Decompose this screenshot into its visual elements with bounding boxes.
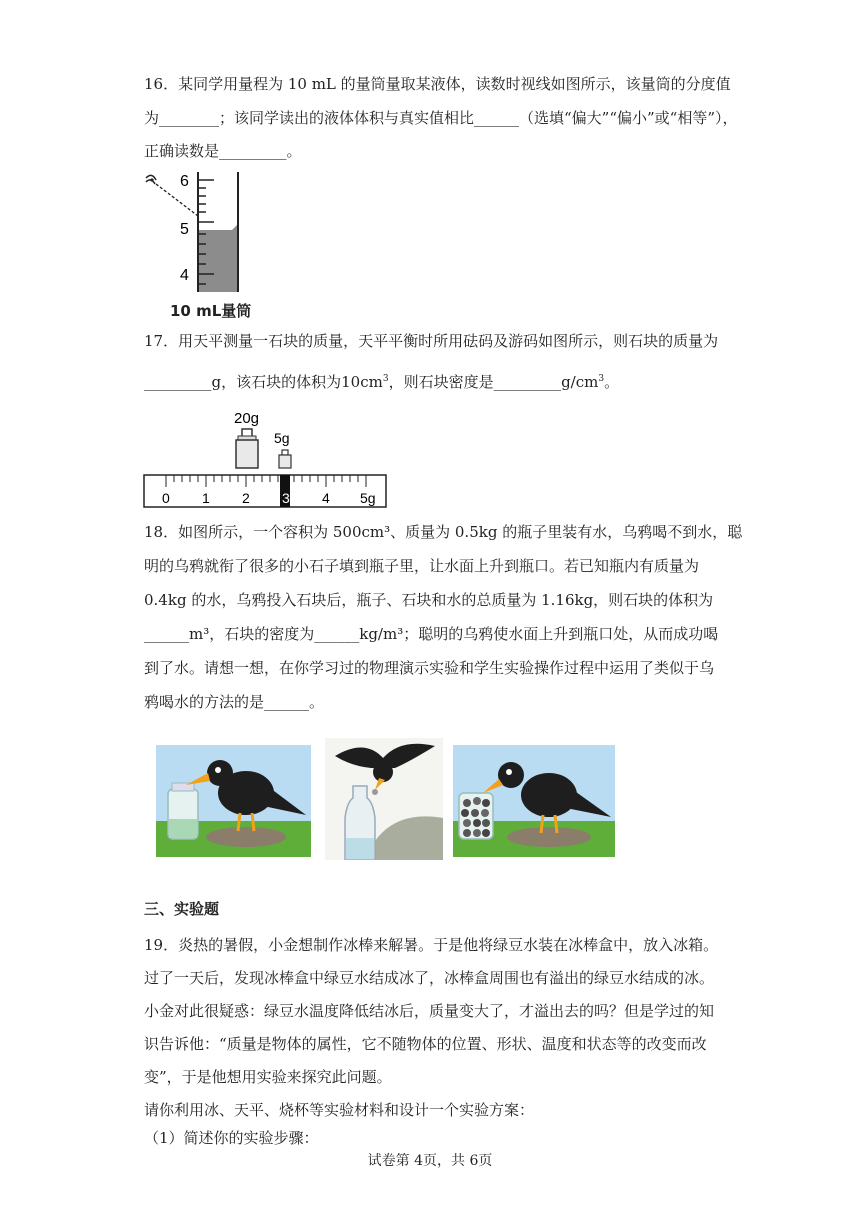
bottle-with-stones-icon [459,793,493,839]
q18-line-2: 明的乌鸦就衔了很多的小石子填到瓶子里，让水面上升到瓶口。若已知瓶内有质量为 [144,557,700,575]
q19-line-5: 变”，于是他想用实验来探究此问题。 [144,1068,392,1086]
crow-panel-2 [325,738,443,860]
q17-line-1: 17．用天平测量一石块的质量，天平平衡时所用砝码及游码如图所示，则石块的质量为 [144,332,719,350]
scale-label-5g: 5g [360,490,376,506]
weight-20g-icon [236,429,258,468]
q19-line-6: 请你利用冰、天平、烧杯等实验材料和设计一个实验方案： [144,1101,535,1119]
scale-label-4: 4 [322,490,330,506]
scale-label-0: 0 [162,490,170,506]
page-footer: 试卷第 4页，共 6页 [367,1153,493,1169]
weight-5g-icon [279,450,291,468]
balance-weights-figure [142,405,392,511]
tick-label-5: 5 [180,221,189,238]
q16-line-2: 为________；该同学读出的液体体积与真实值相比______（选填“偏大”“偏小”或“相等”）， [144,109,738,127]
scale-label-2: 2 [242,490,250,506]
weight-label-20g: 20g [234,410,260,427]
q18-line-3: 0.4kg 的水，乌鸦投入石块后，瓶子、石块和水的总质量为 1.16kg，则石块的体积为 [144,591,714,609]
q16-line-1: 16．某同学用量程为 10 mL 的量筒量取某液体，读数时视线如图所示，该量筒的分度值 [144,75,731,93]
sight-line [156,184,198,216]
tick-label-4: 4 [180,267,189,284]
graduated-cylinder-figure [140,168,270,324]
section-heading: 三、实验题 [144,900,220,918]
q16-line-3: 正确读数是_________。 [144,142,302,160]
balance-scale-diagram [142,405,392,511]
q18-line-1: 18．如图所示，一个容积为 500cm³、质量为 0.5kg 的瓶子里装有水，乌鸦喝不到水，聪 [144,523,743,541]
q18-line-4: ______m³，石块的密度为______kg/m³；聪明的乌鸦使水面上升到瓶口处，从而成功喝 [144,625,719,643]
crow-dropping-stone-illustration [325,738,443,860]
q19-line-2: 过了一天后，发现冰棒盒中绿豆水结成冰了，冰棒盒周围也有溢出的绿豆水结成的冰。 [144,969,715,987]
bottle-icon [168,783,198,839]
crow-panel-3 [453,745,615,857]
graduated-cylinder-diagram [140,168,270,298]
cylinder-caption: 10 mL量筒 [170,302,252,320]
scale-label-3: 3 [282,490,290,506]
weight-label-5g: 5g [274,430,290,446]
eye-icon [146,175,156,184]
crow-with-bottle-illustration [156,745,311,857]
crow-panel-1 [156,745,311,857]
q18-line-6: 鸦喝水的方法的是______。 [144,693,325,711]
q19-line-4: 识告诉他：“质量是物体的属性，它不随物体的位置、形状、温度和状态等的改变而改 [144,1035,707,1053]
q19-line-3: 小金对此很疑惑：绿豆水温度降低结冰后，质量变大了，才溢出去的吗？但是学过的知 [144,1002,715,1020]
tick-label-6: 6 [180,173,189,190]
q19-line-7: （1）简述你的实验步骤： [144,1129,319,1147]
scale-label-1: 1 [202,490,210,506]
crow-drinking-illustration [453,745,615,857]
q17-line-2: _________g，该石块的体积为$10cm^3$，则石块密度是$\_\_\_\_\_\_\_\_\_g/cm^3$。 [144,373,620,391]
q18-line-5: 到了水。请想一想，在你学习过的物理演示实验和学生实验操作过程中运用了类似于乌 [144,659,715,677]
q19-line-1: 19．炎热的暑假，小金想制作冰棒来解暑。于是他将绿豆水装在冰棒盒中，放入冰箱。 [144,936,719,954]
